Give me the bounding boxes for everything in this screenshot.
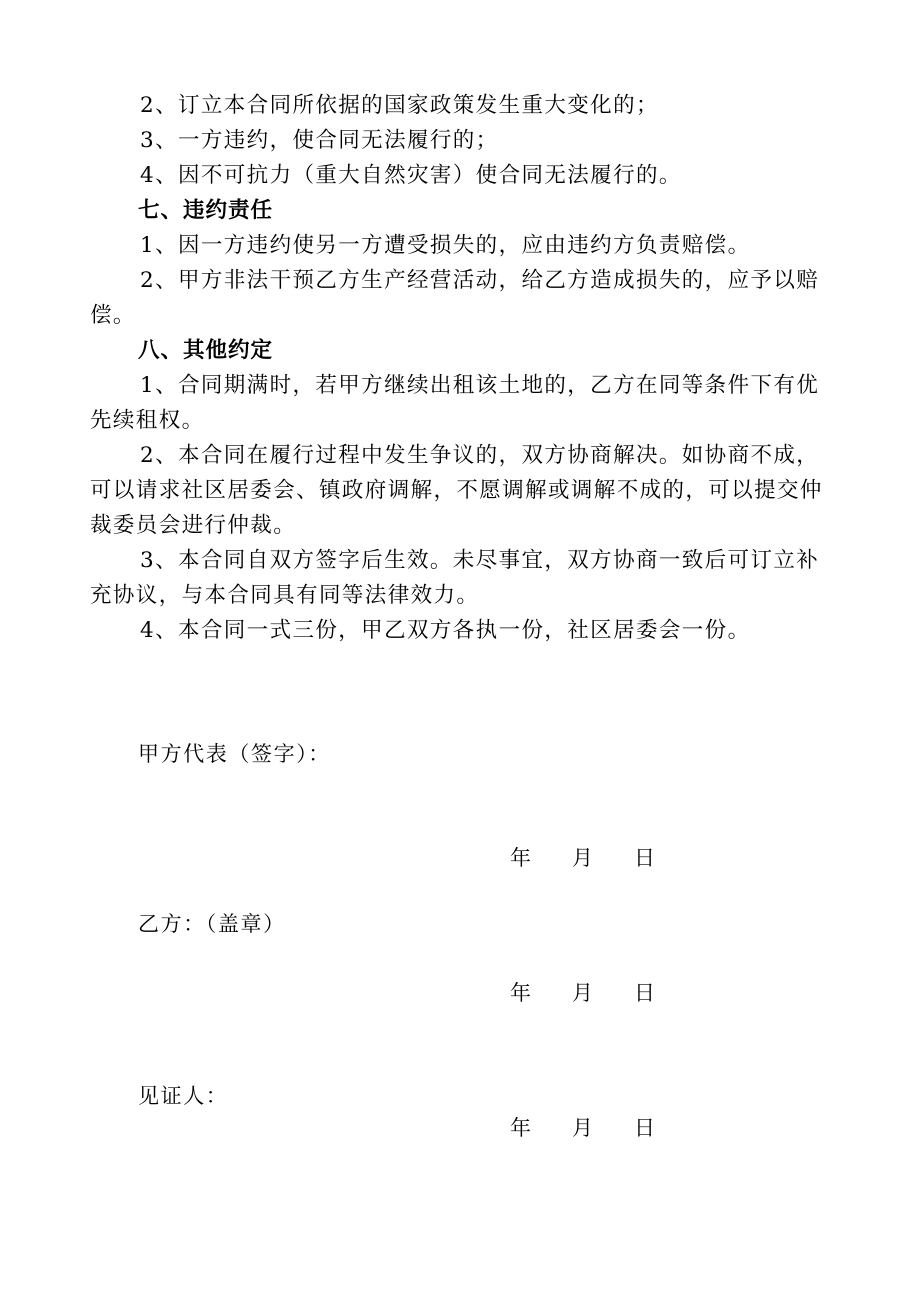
date-month: 月 [572, 1116, 593, 1140]
other-clause-3: 3、本合同自双方签字后生效。未尽事宜，双方协商一致后可订立补充协议，与本合同具有同等法律效力。 [90, 548, 820, 608]
other-clause-2: 2、本合同在履行过程中发生争议的，双方协商解决。如协商不成，可以请求社区居委会、镇政府调解，不愿调解或调解不成的，可以提交仲裁委员会进行仲裁。 [90, 443, 823, 538]
witness-date [510, 1112, 670, 1142]
party-b-date [510, 977, 670, 1007]
date-year: 年 [510, 1116, 531, 1140]
date-day: 日 [634, 846, 655, 870]
party-a-date [510, 842, 670, 872]
liability-clause-2: 2、甲方非法干预乙方生产经营活动，给乙方造成损失的，应予以赔偿。 [90, 268, 820, 328]
liability-clause-1: 1、因一方违约使另一方遭受损失的，应由违约方负责赔偿。 [140, 233, 751, 258]
date-day: 日 [634, 1116, 655, 1140]
party-a-signature-label: 甲方代表（签字）： [138, 742, 331, 766]
date-month: 月 [572, 846, 593, 870]
party-b-seal-label: 乙方：（盖章） [138, 912, 286, 936]
contract-body [90, 88, 840, 648]
witness-label: 见证人： [138, 1084, 229, 1108]
section-heading-other: 八、其他约定 [138, 338, 274, 363]
date-month: 月 [572, 981, 593, 1005]
date-day: 日 [634, 981, 655, 1005]
other-clause-4: 4、本合同一式三份，甲乙双方各执一份，社区居委会一份。 [140, 618, 751, 643]
clause-2-policy-change: 2、订立本合同所依据的国家政策发生重大变化的； [140, 93, 659, 118]
clause-4-force-majeure: 4、因不可抗力（重大自然灾害）使合同无法履行的。 [140, 163, 682, 188]
other-clause-1: 1、合同期满时，若甲方继续出租该土地的，乙方在同等条件下有优先续租权。 [90, 373, 820, 433]
date-year: 年 [510, 981, 531, 1005]
date-year: 年 [510, 846, 531, 870]
section-heading-liability: 七、违约责任 [138, 198, 274, 223]
clause-3-breach: 3、一方违约，使合同无法履行的； [140, 128, 499, 153]
